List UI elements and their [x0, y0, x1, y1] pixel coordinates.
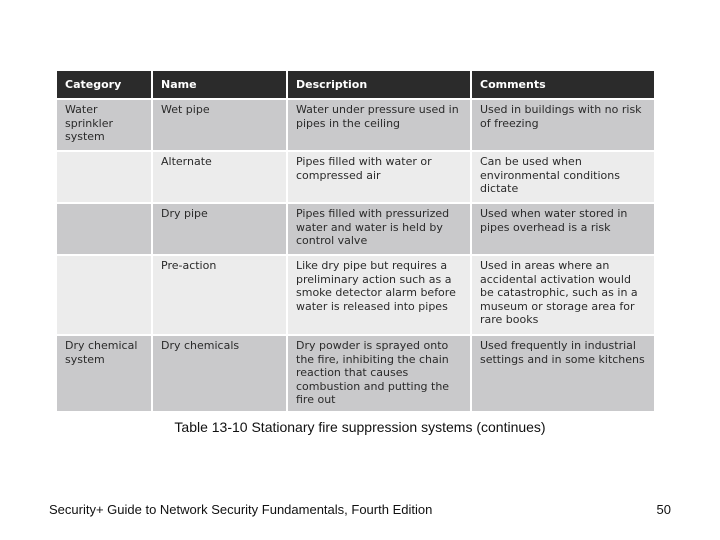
cell-category — [57, 255, 152, 335]
header-description: Description — [287, 71, 471, 99]
table-caption: Table 13-10 Stationary fire suppression systems (continues) — [174, 419, 546, 435]
cell-category — [57, 203, 152, 255]
cell-name: Wet pipe — [152, 99, 287, 151]
header-comments: Comments — [471, 71, 654, 99]
table-row — [57, 335, 654, 411]
cell-category — [57, 151, 152, 203]
table-row — [57, 203, 654, 255]
table — [57, 71, 654, 411]
cell-comments: Can be used when environmental conditions dictate — [471, 151, 654, 203]
cell-category: Dry chemical system — [57, 335, 152, 411]
cell-name: Dry chemicals — [152, 335, 287, 411]
cell-description: Dry powder is sprayed onto the fire, inhibiting the chain reaction that causes combustion and putting the fire out — [287, 335, 471, 411]
cell-category: Water sprinkler system — [57, 99, 152, 151]
cell-name: Pre-action — [152, 255, 287, 335]
table-row — [57, 99, 654, 151]
table-row — [57, 151, 654, 203]
cell-comments: Used in buildings with no risk of freezing — [471, 99, 654, 151]
cell-comments: Used frequently in industrial settings and in some kitchens — [471, 335, 654, 411]
cell-description: Pipes filled with water or compressed air — [287, 151, 471, 203]
cell-comments: Used when water stored in pipes overhead is a risk — [471, 203, 654, 255]
cell-name: Alternate — [152, 151, 287, 203]
cell-name: Dry pipe — [152, 203, 287, 255]
fire-suppression-table — [57, 71, 654, 411]
cell-comments: Used in areas where an accidental activation would be catastrophic, such as in a museum or storage area for rare books — [471, 255, 654, 335]
cell-description: Like dry pipe but requires a preliminary action such as a smoke detector alarm before water is released into pipes — [287, 255, 471, 335]
cell-description: Pipes filled with pressurized water and water is held by control valve — [287, 203, 471, 255]
header-category: Category — [57, 71, 152, 99]
slide-footer: Security+ Guide to Network Security Fundamentals, Fourth Edition — [49, 502, 433, 517]
header-name: Name — [152, 71, 287, 99]
table-row — [57, 255, 654, 335]
page-number: 50 — [656, 502, 671, 517]
table-header-row — [57, 71, 654, 99]
cell-description: Water under pressure used in pipes in the ceiling — [287, 99, 471, 151]
